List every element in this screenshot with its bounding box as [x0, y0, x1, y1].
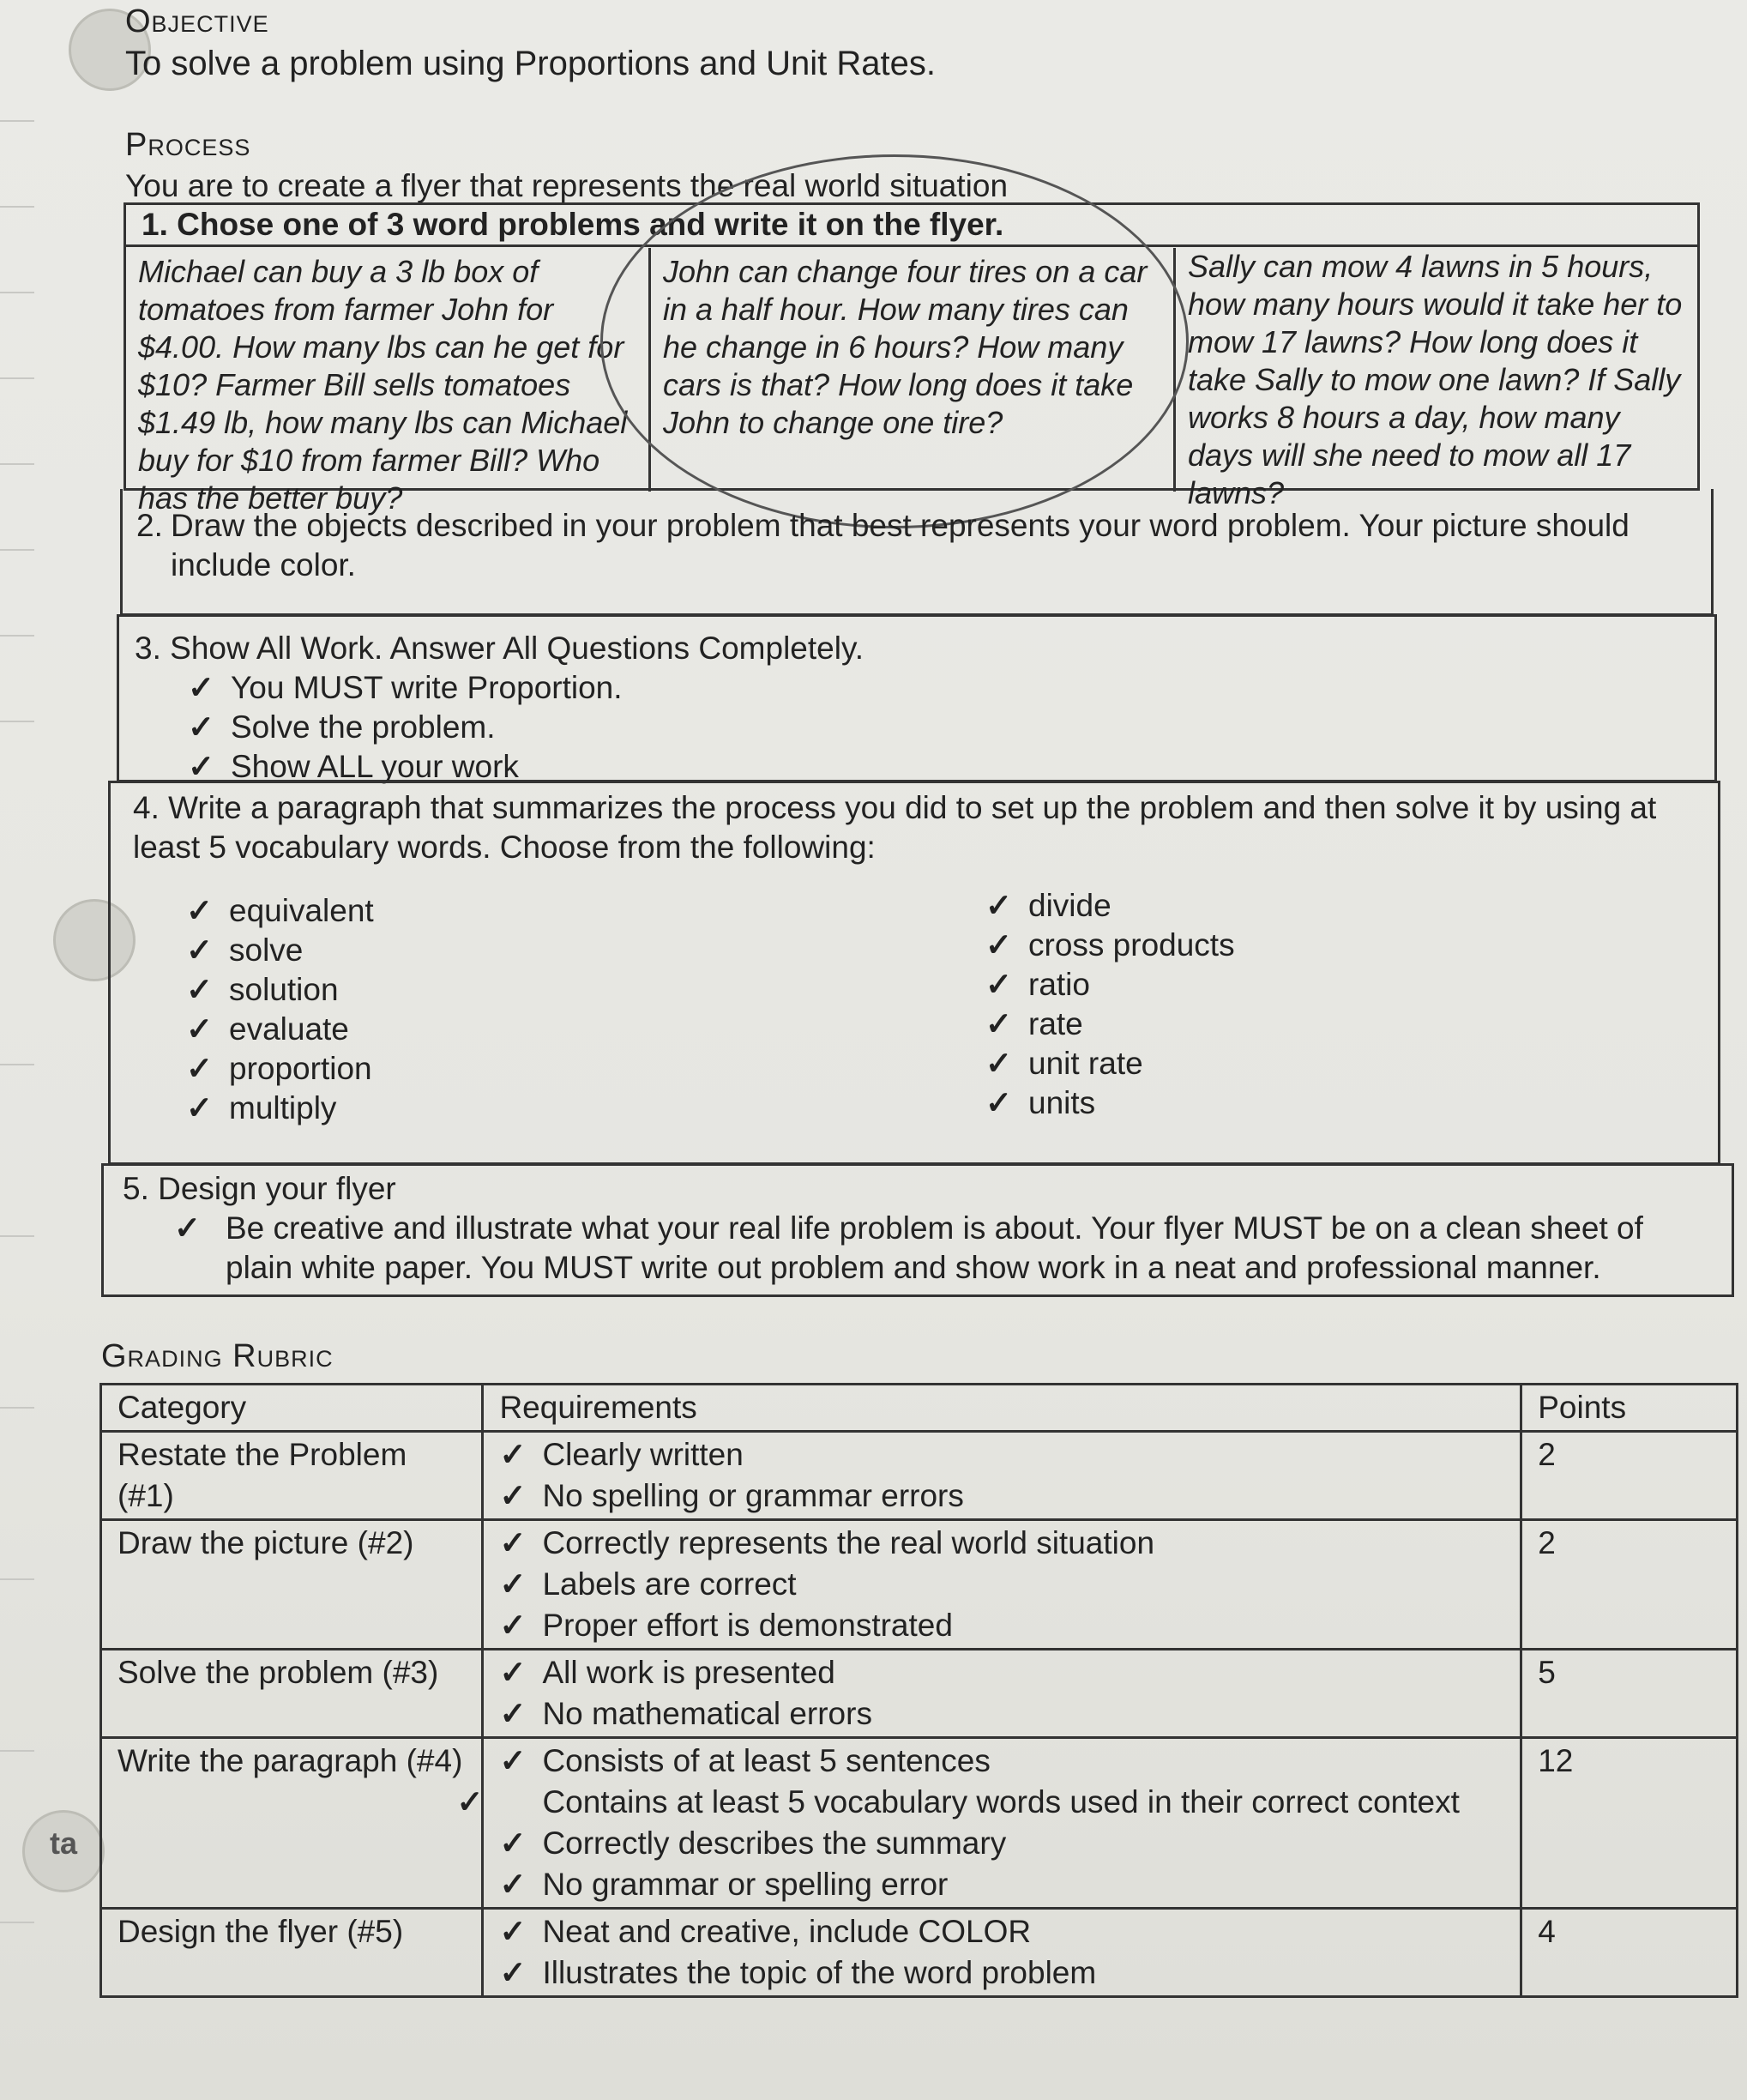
vocab-item: [985, 1083, 1235, 1123]
process-heading: Process: [125, 127, 251, 163]
vocab-item: [186, 1049, 374, 1089]
problem-john: John can change four tires on a car in a half hour. How many tires can he change in 6 hours? How many cars is that? How long does it take John to change one tire?: [651, 248, 1176, 492]
vocab-list-right: [985, 886, 1235, 1123]
requirement-text: No grammar or spelling error: [542, 1867, 949, 1902]
requirement-item: [499, 1523, 1504, 1564]
vocab-word: multiply: [229, 1090, 337, 1125]
step3-title: 3. Show All Work. Answer All Questions Completely.: [135, 631, 864, 666]
vocab-word: unit rate: [1028, 1046, 1143, 1081]
rubric-header-category: Category: [101, 1385, 483, 1432]
requirement-item: [456, 1782, 1504, 1823]
step3-item: [188, 668, 623, 708]
rubric-requirements: [483, 1432, 1521, 1520]
requirement-list: [456, 1741, 1504, 1905]
rubric-row: [101, 1432, 1738, 1520]
vocab-item: [985, 886, 1235, 926]
step3-list: [188, 668, 623, 787]
check-icon: ✓: [186, 893, 214, 928]
requirement-text: No spelling or grammar errors: [542, 1478, 964, 1513]
ruled-line: [0, 206, 34, 208]
step2-number: 2.: [136, 508, 163, 543]
check-icon: ✓: [186, 1090, 214, 1125]
check-icon: ✓: [499, 1955, 527, 1990]
requirement-text: Neat and creative, include COLOR: [542, 1914, 1032, 1949]
requirement-text: Illustrates the topic of the word problem: [542, 1955, 1097, 1990]
ruled-line: [0, 1922, 34, 1923]
step3-box: [117, 614, 1717, 782]
check-icon: ✓: [188, 709, 215, 745]
rubric-table: [99, 1383, 1738, 1998]
ruled-line: [0, 1750, 34, 1752]
vocab-word: cross products: [1028, 927, 1235, 962]
rubric-points: 4: [1521, 1909, 1738, 1997]
ruled-line: [0, 721, 34, 722]
step1-box: [123, 202, 1700, 516]
ruled-line: [0, 377, 34, 379]
vocab-word: solve: [229, 932, 304, 968]
rubric-row: [101, 1909, 1738, 1997]
step5-box: [101, 1163, 1734, 1297]
check-icon: ✓: [499, 1696, 527, 1731]
margin-fragment-text: ta: [50, 1825, 78, 1861]
requirement-list: [499, 1434, 1504, 1517]
rubric-points: 2: [1521, 1520, 1738, 1650]
step5-title: 5. Design your flyer: [123, 1171, 396, 1206]
check-icon: ✓: [174, 1210, 202, 1246]
requirement-item: [499, 1952, 1504, 1994]
rubric-requirements: [483, 1909, 1521, 1997]
step3-item-text: You MUST write Proportion.: [231, 670, 623, 705]
check-icon: ✓: [985, 888, 1013, 923]
check-icon: ✓: [985, 1085, 1013, 1120]
requirement-item: [499, 1475, 1504, 1517]
rubric-points: 12: [1521, 1738, 1738, 1909]
vocab-word: ratio: [1028, 967, 1090, 1002]
check-icon: ✓: [499, 1655, 527, 1690]
requirement-text: Clearly written: [542, 1437, 744, 1472]
requirement-text: Contains at least 5 vocabulary words used in their correct context: [542, 1784, 1460, 1819]
check-icon: ✓: [985, 927, 1013, 962]
rubric-row: [101, 1650, 1738, 1738]
step1-title: 1. Chose one of 3 word problems and write it on the flyer.: [142, 207, 1004, 242]
check-icon: ✓: [499, 1867, 527, 1902]
step4-text: 4. Write a paragraph that summarizes the process you did to set up the problem and then solve it by using at least 5 vocabulary words. Choose from the following:: [133, 790, 1657, 865]
requirement-item: [499, 1693, 1504, 1735]
step3-item: [188, 708, 623, 747]
process-intro: You are to create a flyer that represents the real world situation: [125, 168, 1009, 203]
step3-item-text: Show ALL your work: [231, 749, 519, 784]
check-icon: ✓: [499, 1437, 527, 1472]
check-icon: ✓: [499, 1566, 527, 1602]
vocab-word: rate: [1028, 1006, 1083, 1041]
requirement-text: No mathematical errors: [542, 1696, 872, 1731]
step2-text: Draw the objects described in your problem that best represents your word problem. Your picture should include color.: [171, 508, 1630, 582]
check-icon: ✓: [985, 1046, 1013, 1081]
requirement-item: [499, 1652, 1504, 1693]
vocab-item: [186, 1010, 374, 1049]
rubric-requirements: [483, 1650, 1521, 1738]
vocab-item: [186, 970, 374, 1010]
rubric-header-points: Points: [1521, 1385, 1738, 1432]
requirement-item: [499, 1605, 1504, 1646]
check-icon: ✓: [186, 1011, 214, 1047]
problem-sally: Sally can mow 4 lawns in 5 hours, how many hours would it take her to mow 17 lawns? How long does it take Sally to mow one lawn? If Sally works 8 hours a day, how many days will she need to mow all 17 lawns?: [1188, 249, 1683, 510]
ruled-line: [0, 1407, 34, 1409]
vocab-word: divide: [1028, 888, 1111, 923]
check-icon: ✓: [186, 972, 214, 1007]
requirement-list: [499, 1523, 1504, 1646]
rubric-requirements: [456, 1738, 1521, 1909]
vocab-word: evaluate: [229, 1011, 349, 1047]
rubric-header-requirements: Requirements: [483, 1385, 1521, 1432]
objective-heading: Objective: [125, 3, 269, 39]
rubric-header-row: [101, 1385, 1738, 1432]
ruled-line: [0, 120, 34, 122]
rubric-category: Design the flyer (#5): [101, 1909, 483, 1997]
requirement-text: Consists of at least 5 sentences: [542, 1743, 991, 1778]
requirement-text: Correctly represents the real world situation: [542, 1525, 1155, 1560]
check-icon: ✓: [499, 1825, 527, 1861]
vocab-item: [985, 1044, 1235, 1083]
ruled-line: [0, 1578, 34, 1580]
requirement-list: [499, 1911, 1504, 1994]
check-icon: ✓: [499, 1478, 527, 1513]
ruled-line: [0, 1235, 34, 1237]
problem-michael: Michael can buy a 3 lb box of tomatoes from farmer John for $4.00. How many lbs can he get for $10? Farmer Bill sells tomatoes $1.49 lb, how many lbs can Michael buy for $10 from farmer Bill? Who has the better buy?: [126, 248, 651, 492]
requirement-item: [499, 1864, 1504, 1905]
vocab-item: [186, 1089, 374, 1128]
requirement-text: All work is presented: [542, 1655, 835, 1690]
objective-text: To solve a problem using Proportions and Unit Rates.: [125, 45, 936, 82]
vocab-item: [985, 926, 1235, 965]
rubric-points: 5: [1521, 1650, 1738, 1738]
check-icon: ✓: [985, 967, 1013, 1002]
requirement-list: [499, 1652, 1504, 1735]
rubric-row: [101, 1738, 1738, 1909]
check-icon: ✓: [188, 749, 215, 784]
check-icon: ✓: [499, 1608, 527, 1643]
vocab-item: [985, 1005, 1235, 1044]
rubric-points: 2: [1521, 1432, 1738, 1520]
vocab-list-left: [186, 891, 374, 1128]
check-icon: ✓: [456, 1784, 484, 1819]
vocab-word: proportion: [229, 1051, 372, 1086]
rubric-category: Draw the picture (#2): [101, 1520, 483, 1650]
step4-box: [108, 781, 1720, 1165]
vocab-item: [186, 931, 374, 970]
step2-box: [120, 489, 1714, 616]
requirement-item: [499, 1564, 1504, 1605]
ruled-line: [0, 463, 34, 465]
requirement-item: [499, 1823, 1504, 1864]
vocab-item: [186, 891, 374, 931]
check-icon: ✓: [499, 1914, 527, 1949]
vocab-word: units: [1028, 1085, 1096, 1120]
rubric-category: Write the paragraph (#4): [101, 1738, 483, 1909]
rubric-requirements: [483, 1520, 1521, 1650]
requirement-item: [499, 1741, 1504, 1782]
step5-text: Be creative and illustrate what your real life problem is about. Your flyer MUST be on a clean sheet of plain white paper. You MUST write out problem and show work in a neat and professional manner.: [226, 1210, 1643, 1285]
rubric-heading: Grading Rubric: [101, 1338, 334, 1374]
requirement-text: Correctly describes the summary: [542, 1825, 1007, 1861]
check-icon: ✓: [186, 1051, 214, 1086]
check-icon: ✓: [499, 1525, 527, 1560]
ruled-line: [0, 1064, 34, 1065]
check-icon: ✓: [188, 670, 215, 705]
ruled-line: [0, 292, 34, 293]
check-icon: ✓: [985, 1006, 1013, 1041]
check-icon: ✓: [499, 1743, 527, 1778]
rubric-category: Restate the Problem (#1): [101, 1432, 483, 1520]
vocab-item: [985, 965, 1235, 1005]
requirement-text: Labels are correct: [542, 1566, 797, 1602]
requirement-item: [499, 1911, 1504, 1952]
rubric-category: Solve the problem (#3): [101, 1650, 483, 1738]
step3-item-text: Solve the problem.: [231, 709, 496, 745]
requirement-text: Proper effort is demonstrated: [542, 1608, 953, 1643]
requirement-item: [499, 1434, 1504, 1475]
check-icon: ✓: [186, 932, 214, 968]
rubric-row: [101, 1520, 1738, 1650]
ruled-line: [0, 635, 34, 637]
vocab-word: equivalent: [229, 893, 374, 928]
ruled-line: [0, 549, 34, 551]
vocab-word: solution: [229, 972, 339, 1007]
